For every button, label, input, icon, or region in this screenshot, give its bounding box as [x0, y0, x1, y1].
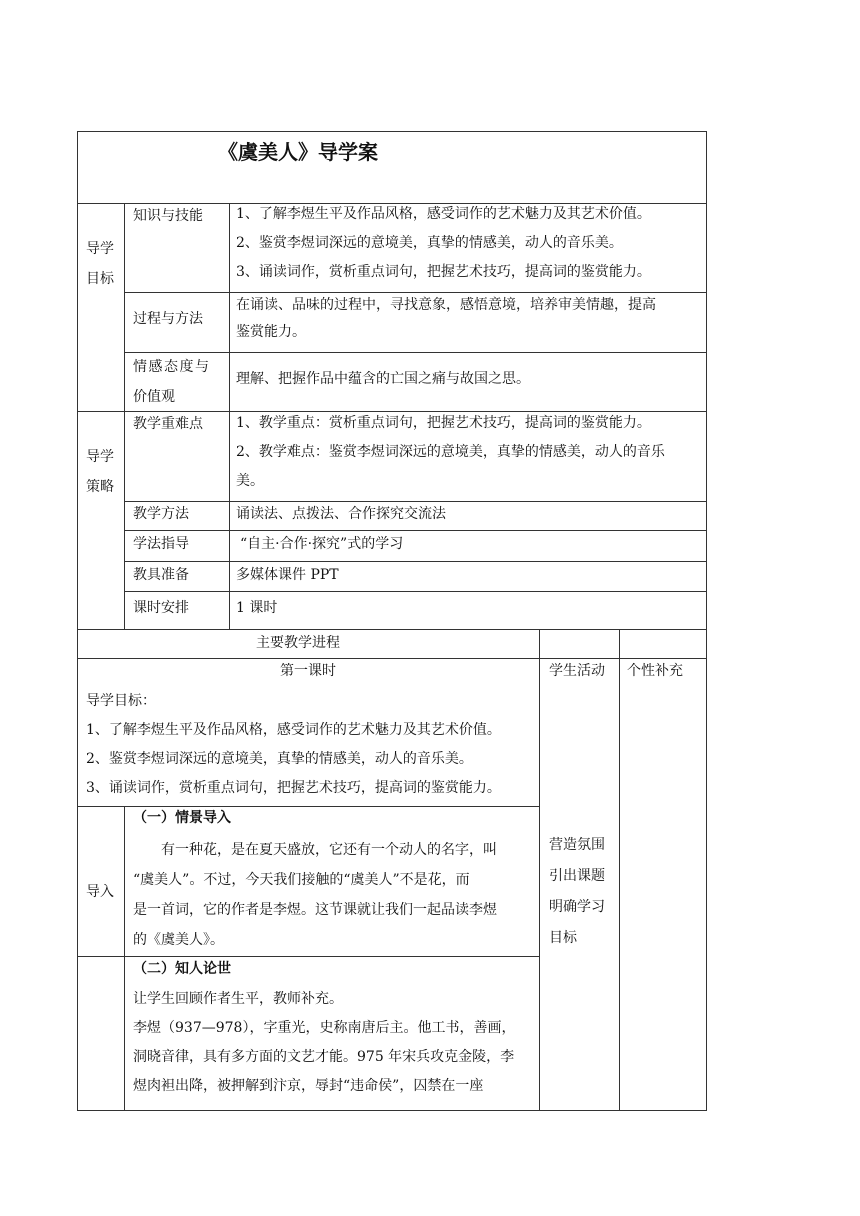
- author-heading: （二）知人论世: [133, 961, 231, 977]
- table-rule: [124, 530, 707, 531]
- list-item: 3、诵读词作，赏析重点词句，把握艺术技巧，提高词的鉴赏能力。: [86, 780, 501, 796]
- list-item: 2、鉴赏李煜词深远的意境美，真挚的情感美，动人的音乐美。: [86, 751, 473, 767]
- process-label: 过程与方法: [133, 311, 203, 327]
- difficulty-label: 教学重难点: [133, 416, 203, 432]
- strategy-section-label: 导学 策略: [86, 449, 114, 495]
- table-border-left: [77, 131, 78, 1111]
- attitude-label: 情感态度与 价值观: [133, 359, 211, 405]
- table-rule: [619, 629, 620, 1111]
- table-border-top: [77, 131, 707, 132]
- intro-activities: 营造氛围 引出课题 明确学习 目标: [549, 837, 605, 946]
- table-rule: [124, 352, 707, 353]
- table-rule: [229, 203, 230, 630]
- table-border-bottom: [77, 1110, 707, 1111]
- attitude-text: 理解、把握作品中蕴含的亡国之痛与故国之思。: [236, 371, 530, 387]
- time-text: 1 课时: [236, 600, 278, 616]
- table-rule: [77, 658, 707, 659]
- table-rule: [77, 629, 707, 630]
- knowledge-label: 知识与技能: [133, 208, 203, 224]
- table-border-right: [706, 131, 707, 1111]
- study-label: 学法指导: [133, 536, 189, 552]
- knowledge-items: [236, 201, 651, 288]
- list-item: 2、鉴赏李煜词深远的意境美，真挚的情感美，动人的音乐美。: [236, 235, 623, 251]
- table-rule: [124, 501, 707, 502]
- lesson-goals: 导学目标： 1、了解李煜生平及作品风格，感受词作的艺术魅力及其艺术价值。 2、鉴赏李煜词深远的意境美，真挚的情感美，动人的音乐美。 3、诵读词作，赏析重点词句，把握艺术技巧，提高词的鉴赏能力。: [86, 687, 501, 803]
- page-title: 《虞美人》导学案: [218, 140, 378, 164]
- lesson-period: 第一课时: [280, 663, 336, 679]
- supplement-header: 个性补充: [627, 663, 683, 679]
- table-rule: [124, 561, 707, 562]
- author-text: 让学生回顾作者生平，教师补充。 李煜（937—978），字重光，史称南唐后主。他工书，善画， 洞晓音律，具有多方面的文艺才能。975 年宋兵攻克金陵，李 煜肉袒出降，被押解到汴京，辱封“违命侯”，囚禁在一座: [133, 991, 516, 1094]
- table-rule: [124, 806, 125, 1111]
- difficulty-text: 1、教学重点：赏析重点词句，把握艺术技巧，提高词的鉴赏能力。 2、教学难点：鉴赏李煜词深远的意境美，真挚的情感美，动人的音乐 美。: [236, 415, 665, 489]
- table-rule: [77, 956, 540, 957]
- study-text: “自主·合作·探究”式的学习: [240, 536, 404, 552]
- process-text: 在诵读、品味的过程中，寻找意象，感悟意境，培养审美情趣，提高 鉴赏能力。: [236, 297, 656, 340]
- method-text: 诵读法、点拨法、合作探究交流法: [236, 506, 446, 522]
- table-rule: [77, 806, 539, 807]
- list-item: 3、诵读词作，赏析重点词句，把握艺术技巧，提高词的鉴赏能力。: [236, 264, 651, 280]
- list-item: 1、了解李煜生平及作品风格，感受词作的艺术魅力及其艺术价值。: [236, 206, 651, 222]
- time-label: 课时安排: [133, 600, 189, 616]
- list-item: 1、了解李煜生平及作品风格，感受词作的艺术魅力及其艺术价值。: [86, 722, 501, 738]
- tools-text: 多媒体课件 PPT: [236, 567, 339, 583]
- intro-text: 有一种花，是在夏天盛放，它还有一个动人的名字，叫 “虞美人”。不过，今天我们接触的“虞美人”不是花，而 是一首词，它的作者是李煜。这节课就让我们一起品读李煜 的《虞美人》。: [133, 842, 497, 948]
- student-activity-header: 学生活动: [549, 663, 605, 679]
- goals-section-label: 导学 目标: [86, 241, 114, 287]
- intro-side-label: 导入: [86, 884, 114, 900]
- table-rule: [539, 629, 540, 1111]
- process-header: 主要教学进程: [256, 635, 340, 651]
- tools-label: 教具准备: [133, 567, 189, 583]
- intro-heading: （一）情景导入: [133, 810, 231, 826]
- table-rule: [124, 203, 125, 630]
- table-rule: [124, 591, 707, 592]
- method-label: 教学方法: [133, 506, 189, 522]
